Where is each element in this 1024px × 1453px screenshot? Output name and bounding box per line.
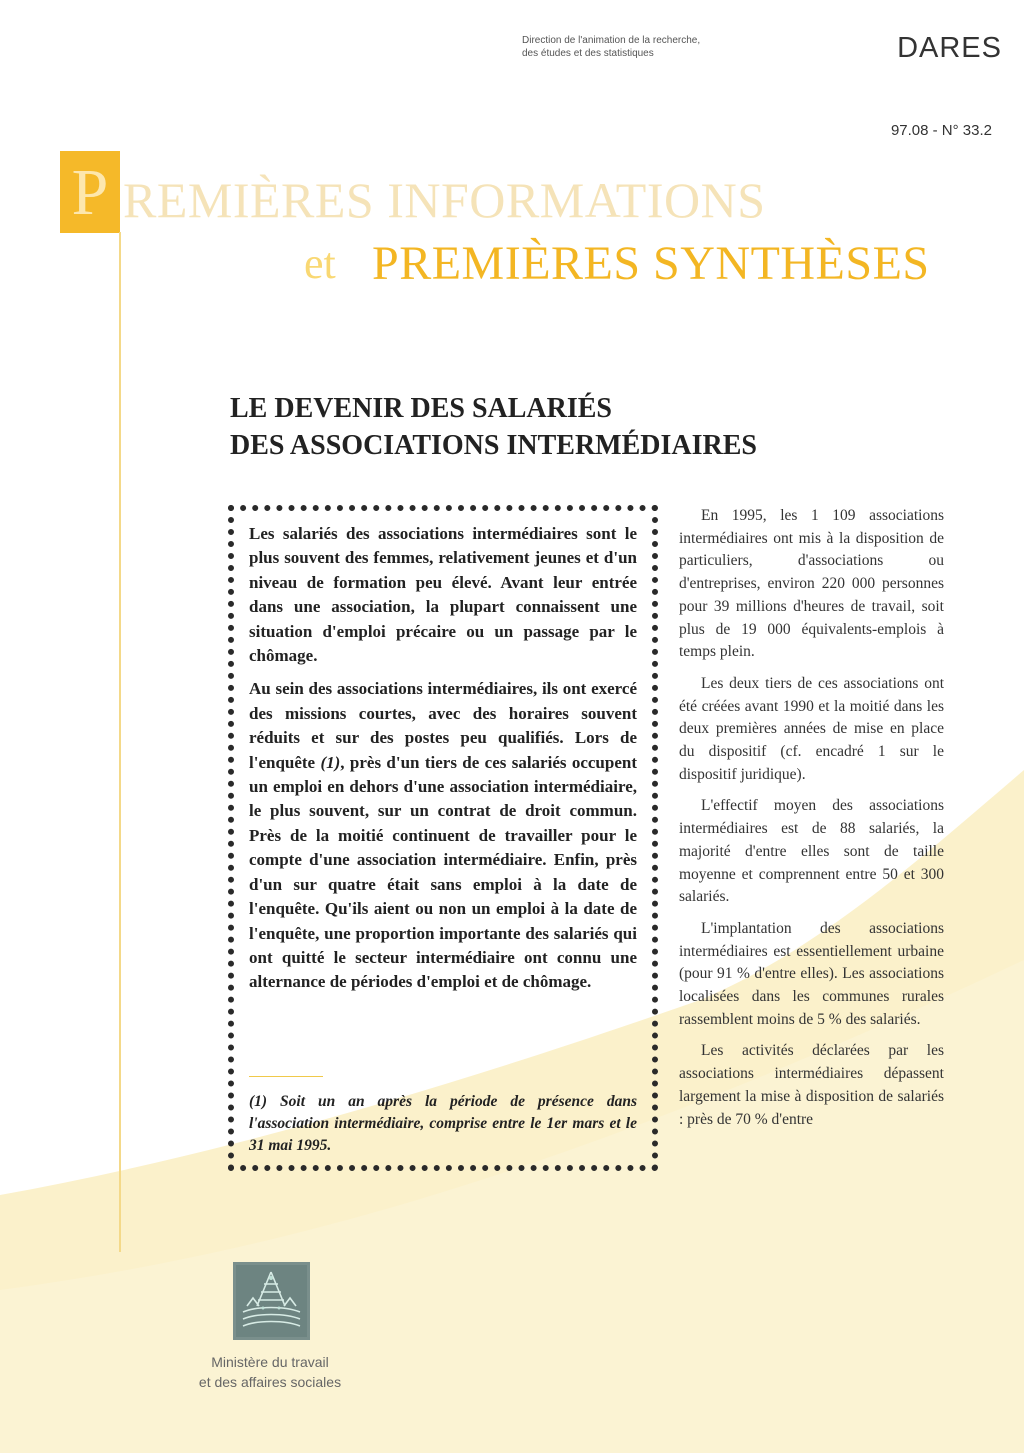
banner-initial-letter: P [71, 156, 109, 229]
ministry-name-line2: et des affaires sociales [198, 1374, 342, 1390]
body-paragraph-2: Les deux tiers de ces associations ont été créées avant 1990 et la moitié dans les deux premières années de mise en place du dispositif (cf. encadré 1 sur le dispositif juridique). [679, 674, 944, 783]
footnote: (1) Soit un an après la période de présence dans l'association intermédiaire, comprise entre le 1er mars et le 31 mai 1995. [249, 1093, 637, 1154]
body-column [679, 505, 944, 1140]
dares-logo: DARES [897, 32, 1002, 64]
banner-title-line1: REMIÈRES INFORMATIONS [123, 172, 766, 228]
body-paragraph-3: L'effectif moyen des associations intermédiaires est de 88 salariés, la majorité d'entre elles sont de taille moyenne et comprennent entre 50 et 300 salariés. [679, 797, 944, 906]
organization-name [522, 34, 782, 60]
summary-paragraph-2 [249, 677, 637, 994]
summary-text [249, 522, 637, 1004]
article-title-line1: LE DEVENIR DES SALARIÉS [230, 393, 613, 424]
ministry-emblem-icon [233, 1262, 310, 1340]
summary-paragraph-2-part2: , près d'un tiers de ces salariés occupent un emploi en dehors d'une association intermédiaire, le plus souvent, sur un contrat de droit commun. Près de la moitié continuent de travailler pour le compte d'une association intermédiaire. Enfin, près d'un sur quatre était sans emploi à la date de l'enquête. Qu'ils aient ou non un emploi à la date de l'enquête, une proportion importante des salariés qui ont quitté le secteur intermédiaire ont connu une alternance de périodes d'emploi et de chômage. [249, 752, 637, 992]
vertical-divider [119, 232, 121, 1252]
article-title-line2: DES ASSOCIATIONS INTERMÉDIAIRES [230, 430, 757, 461]
issue-number: 97.08 - N° 33.2 [890, 122, 992, 139]
footnote-reference: (1) [320, 752, 341, 772]
summary-paragraph-1: Les salariés des associations intermédiaires sont le plus souvent des femmes, relativement jeunes et d'un niveau de formation peu élevé. Avant leur entrée dans une association, la plupart connaissent une situation d'emploi précaire ou un passage par le chômage. [249, 524, 637, 666]
banner-connector: et [304, 239, 336, 288]
article-title [230, 390, 930, 464]
body-paragraph-5: Les activités déclarées par les associations intermédiaires dépassent largement la mise à disposition de salariés : près de 70 % d'entre [679, 1042, 944, 1128]
ministry-name [160, 1352, 380, 1392]
organization-name-line1: Direction de l'animation de la recherche, [522, 35, 701, 46]
summary-paragraph-2-part1: Au sein des associations intermédiaires, ils ont exercé des missions courtes, avec des horaires souvent réduits et sur des postes peu qualifiés. Lors de l'enquête [249, 679, 637, 772]
footnote-separator [249, 1076, 323, 1077]
organization-name-line2: des études et des statistiques [522, 48, 654, 59]
body-paragraph-1: En 1995, les 1 109 associations intermédiaires ont mis à la disposition de particuliers, d'associations ou d'entreprises, environ 220 000 personnes pour 39 millions d'heures de travail, soit plus de 19 000 équivalents-emplois à temps plein. [679, 507, 944, 661]
ministry-name-line1: Ministère du travail [211, 1354, 329, 1370]
body-paragraph-4: L'implantation des associations intermédiaires est essentiellement urbaine (pour 91 % d'entre elles). Les associations localisées dans les communes rurales rassemblent moins de 5 % des salariés. [679, 919, 944, 1028]
banner-title-line2: PREMIÈRES SYNTHÈSES [372, 237, 930, 290]
